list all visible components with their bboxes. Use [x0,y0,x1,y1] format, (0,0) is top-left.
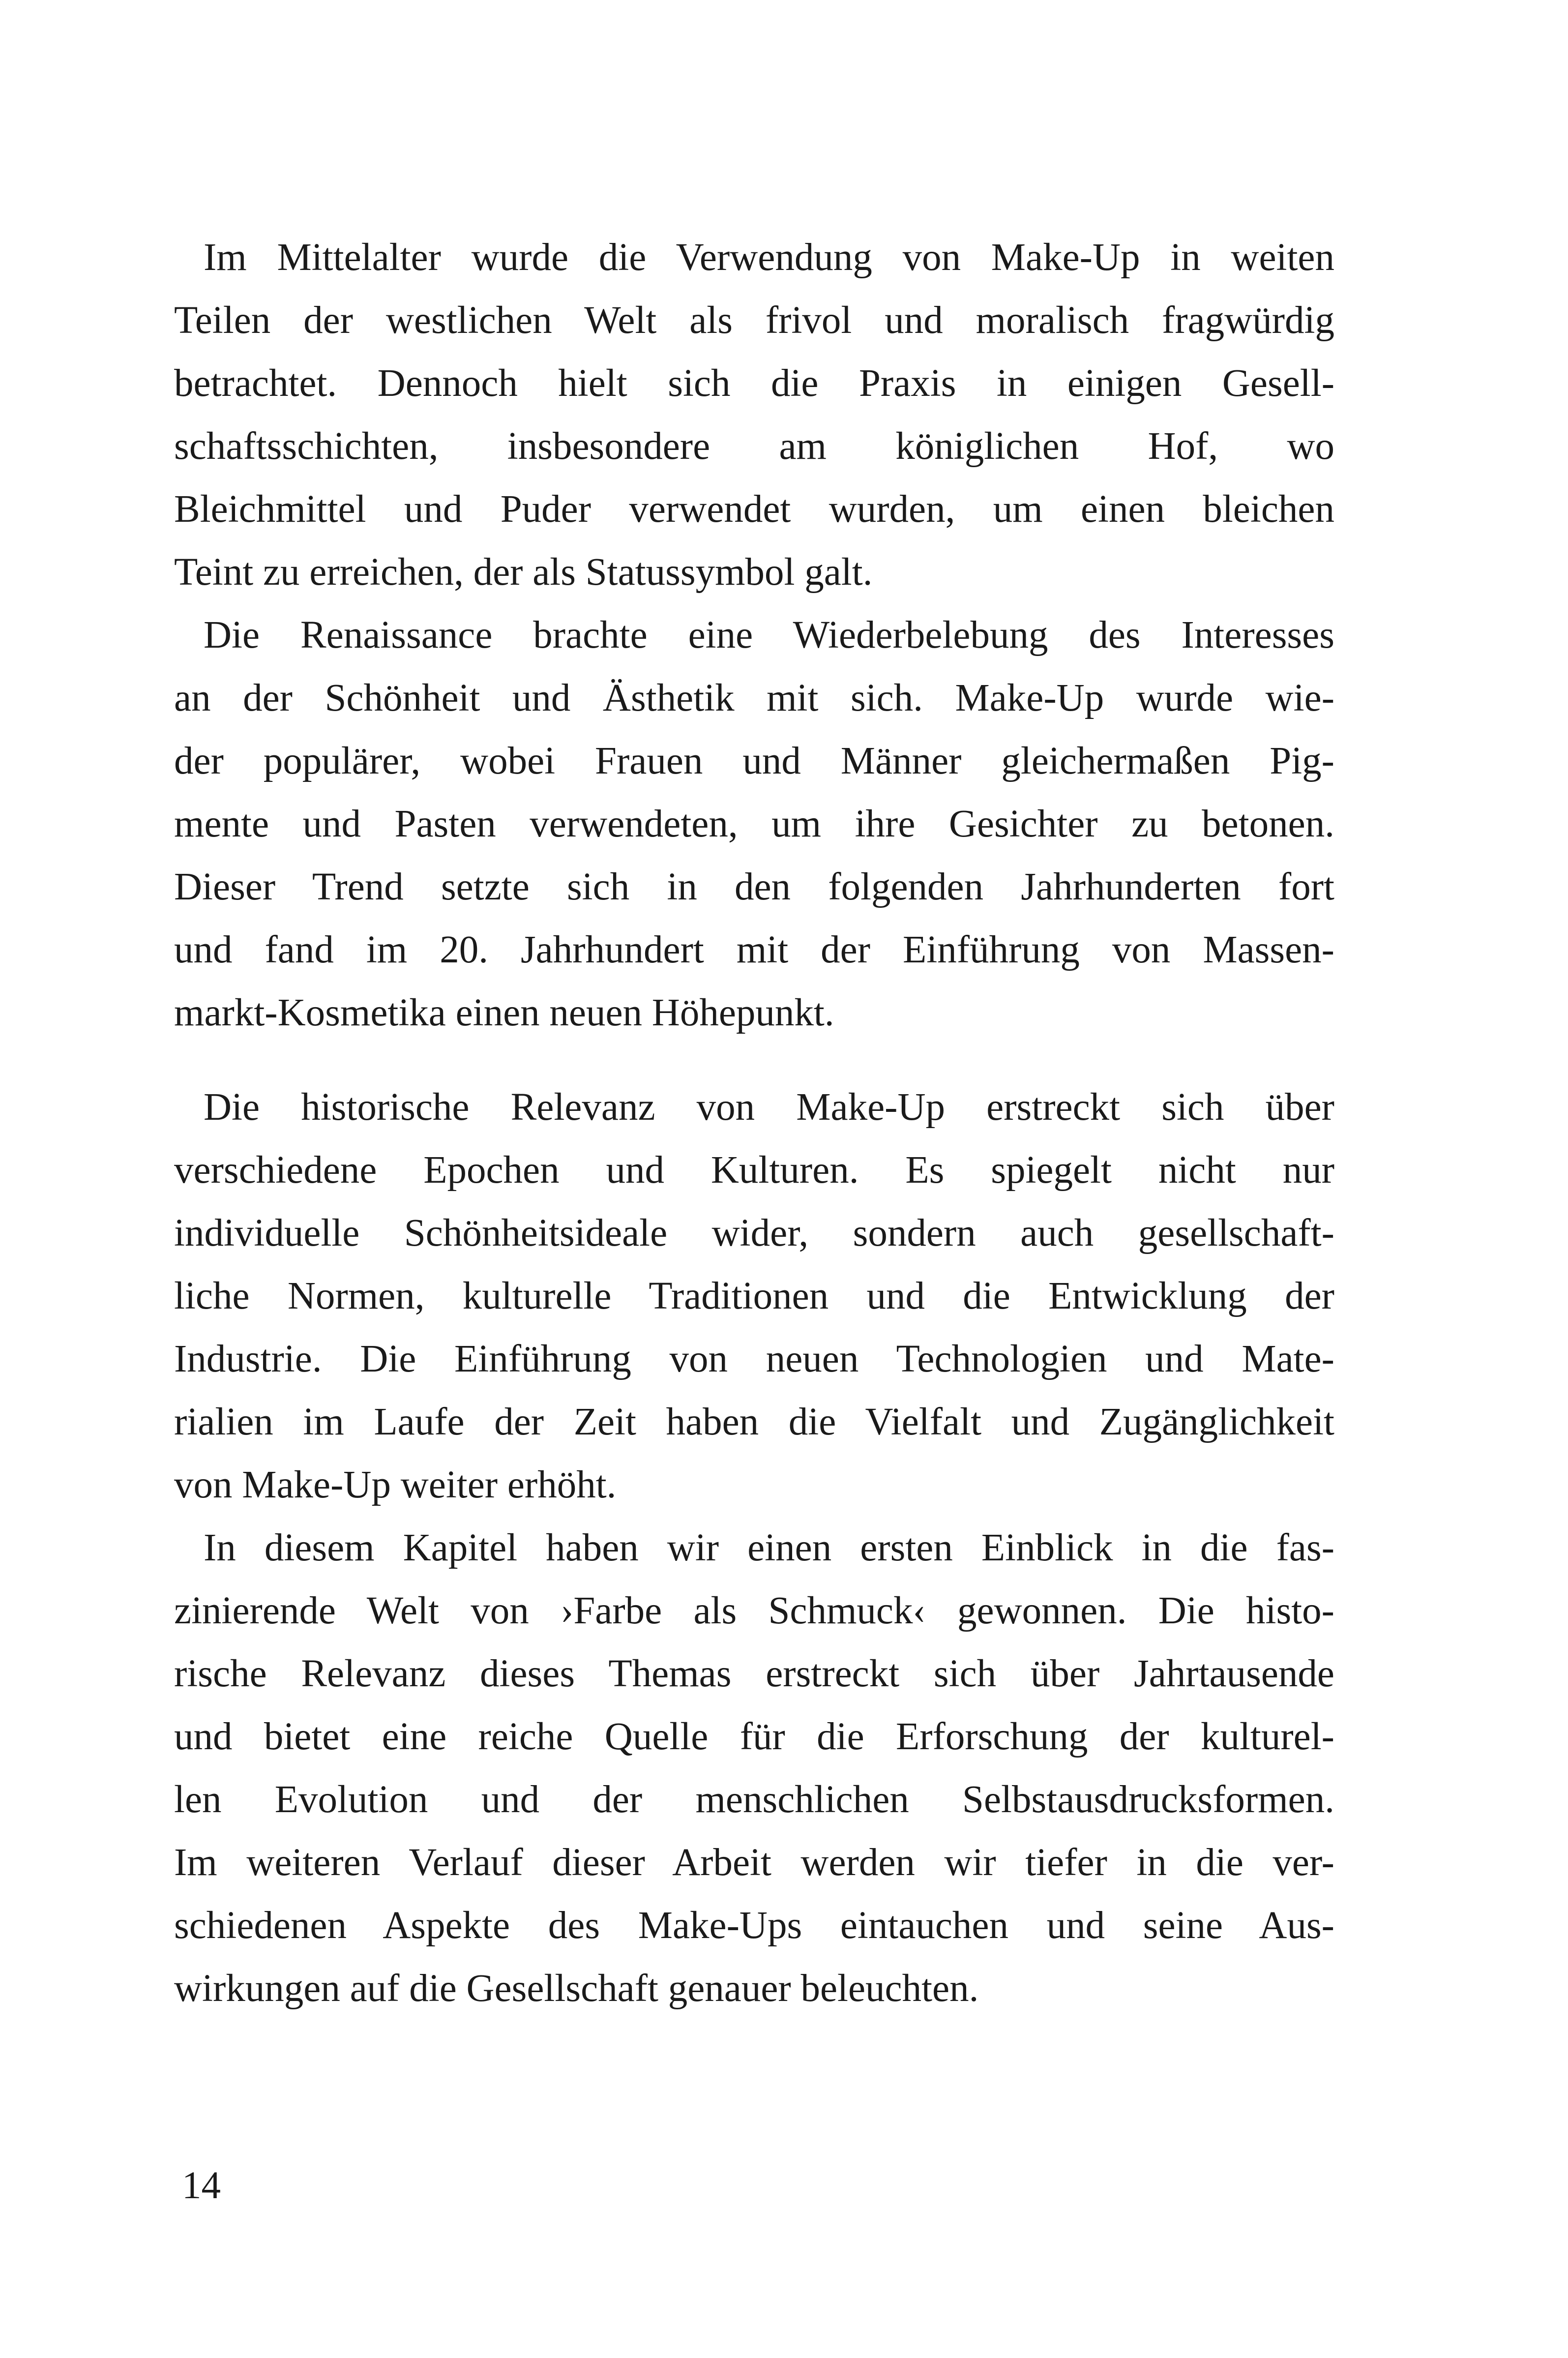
text-line: schaftsschichten, insbesondere am königlichen Hof, wo [174,425,1334,468]
page-number: 14 [182,2164,221,2207]
text-line: rialien im Laufe der Zeit haben die Vielfalt und Zugänglichkeit [174,1401,1334,1443]
text-line: In diesem Kapitel haben wir einen ersten Einblick in die fas- [204,1526,1334,1569]
text-line: betrachtet. Dennoch hielt sich die Praxis in einigen Gesell- [174,362,1334,405]
text-line: markt-Kosmetika einen neuen Höhepunkt. [174,991,834,1034]
text-line: mente und Pasten verwendeten, um ihre Gesichter zu betonen. [174,803,1334,845]
text-line: zinierende Welt von ›Farbe als Schmuck‹ gewonnen. Die histo- [174,1589,1334,1632]
text-line: Dieser Trend setzte sich in den folgenden Jahrhunderten fort [174,866,1334,908]
text-line: Die historische Relevanz von Make-Up erstreckt sich über [204,1086,1334,1129]
text-line: der populärer, wobei Frauen und Männer gleichermaßen Pig- [174,740,1334,782]
text-line: rische Relevanz dieses Themas erstreckt sich über Jahrtausende [174,1652,1334,1695]
paragraph-2 [174,604,1334,1045]
text-line: Bleichmittel und Puder verwendet wurden, um einen bleichen [174,488,1334,531]
text-line: verschiedene Epochen und Kulturen. Es spiegelt nicht nur [174,1149,1334,1192]
text-line: Im Mittelalter wurde die Verwendung von Make-Up in weiten [204,236,1334,279]
text-line: schiedenen Aspekte des Make-Ups eintauchen und seine Aus- [174,1904,1334,1947]
text-line: und fand im 20. Jahrhundert mit der Einführung von Massen- [174,928,1334,971]
paragraph-1 [174,226,1334,604]
text-line: Teilen der westlichen Welt als frivol und moralisch fragwürdig [174,299,1334,342]
paragraph-3 [174,1076,1334,1517]
text-line: an der Schönheit und Ästhetik mit sich. Make-Up wurde wie- [174,677,1334,719]
text-line: Im weiteren Verlauf dieser Arbeit werden wir tiefer in die ver- [174,1841,1334,1884]
text-line: Teint zu erreichen, der als Statussymbol galt. [174,551,873,594]
text-line: liche Normen, kulturelle Traditionen und die Entwicklung der [174,1275,1334,1317]
text-line: Industrie. Die Einführung von neuen Technologien und Mate- [174,1338,1334,1380]
paragraph-4 [174,1517,1334,2020]
text-line: individuelle Schönheitsideale wider, sondern auch gesellschaft- [174,1212,1334,1254]
text-line: wirkungen auf die Gesellschaft genauer beleuchten. [174,1967,979,2010]
text-line: und bietet eine reiche Quelle für die Erforschung der kulturel- [174,1715,1334,1758]
text-line: Die Renaissance brachte eine Wiederbelebung des Interesses [204,614,1334,657]
text-line: von Make-Up weiter erhöht. [174,1463,617,1506]
text-line: len Evolution und der menschlichen Selbstausdrucksformen. [174,1778,1334,1821]
